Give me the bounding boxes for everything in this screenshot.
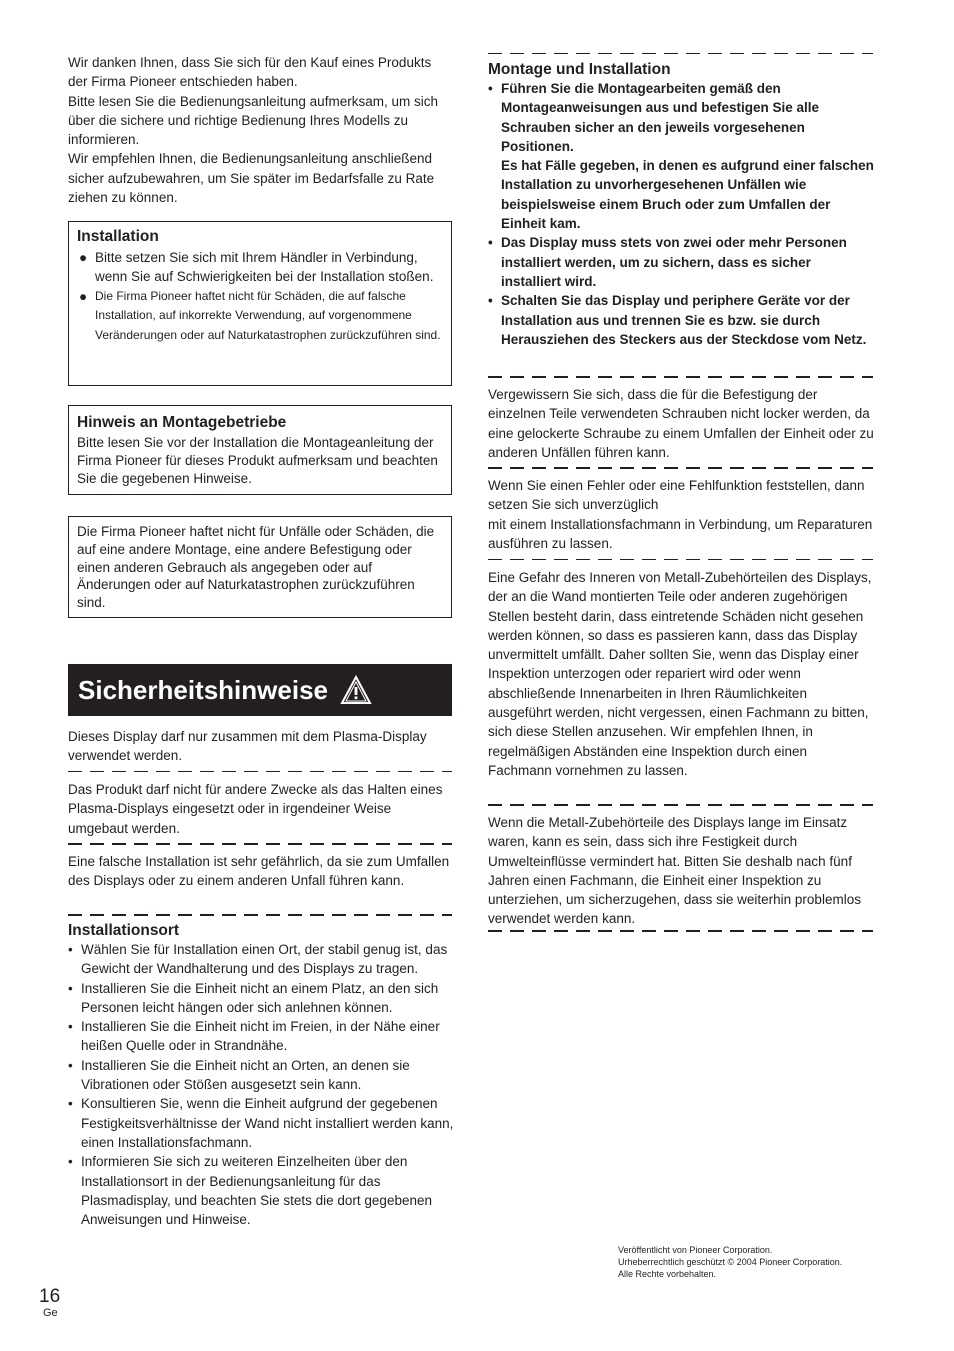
- divider: [488, 559, 873, 560]
- list-item: • Informieren Sie sich zu weiteren Einzelheiten über den Installationsort in der Bedienungsanleitung für das Plasmadisplay, und beachten Sie stets die dort gegebenen Anweisungen und Hinweise.: [68, 1152, 454, 1229]
- hinweis-title: Hinweis an Montagebetriebe: [77, 414, 287, 431]
- montage-title: Montage und Installation: [488, 61, 671, 78]
- right-paragraph: Vergewissern Sie sich, dass die für die Befestigung der einzelnen Teile verwendeten Schrauben nicht locker werden, da eine gelockerte Schraube zu einem Umfallen der Einheit oder zu anderen Unfällen führen kann.: [488, 387, 874, 460]
- safety-paragraph: Das Produkt darf nicht für andere Zwecke als das Halten eines Plasma-Displays eingesetzt oder in irgendeiner Weise umgebaut werden.: [68, 782, 443, 836]
- list-item: ● Die Firma Pioneer haftet nicht für Schäden, die auf falsche Installation, auf inkorrekte Verwendung, auf vorgenommene Veränderungen oder auf Naturkatastrophen zurückzuführen sind.: [79, 287, 443, 346]
- divider: [488, 804, 873, 806]
- list-item: • Führen Sie die Montagearbeiten gemäß den Montageanweisungen aus und befestigen Sie alle Schrauben sicher an den jeweils vorgesehenen Positionen. Es hat Fälle gegeben, in denen es aufgrund einer falschen Installation zu unvorhergesehenen Unfällen wie beispielsweise einem Bruch oder zum Umfallen der Einheit kam.: [488, 79, 874, 233]
- bullet-icon: •: [488, 81, 493, 96]
- bullet-icon: •: [68, 1019, 73, 1035]
- right-paragraph: Wenn die Metall-Zubehörteile des Displays lange im Einsatz waren, kann es sein, dass sich ihre Festigkeit durch Umwelteinflüsse vermindert hat. Bitten Sie deshalb nach fünf Jahren einen Fachmann, die Einheit einer Inspektion zu unterziehen, um sicherzugehen, dass sie weiterhin problemlos verwendet werden kann.: [488, 815, 861, 927]
- right-paragraph: Wenn Sie einen Fehler oder eine Fehlfunktion feststellen, dann setzen Sie sich unverzüglich mit einem Installationsfachmann in Verbindung, um Reparaturen ausführen zu lassen.: [488, 478, 873, 551]
- intro: [68, 53, 454, 207]
- divider: [488, 376, 873, 378]
- divider: [68, 843, 452, 845]
- installationsort-section: [68, 922, 454, 1229]
- list-item: • Installieren Sie die Einheit nicht an einem Platz, an den sich Personen leicht hängen oder sich anlehnen können.: [68, 979, 454, 1018]
- divider: [488, 467, 873, 469]
- safety-banner: [68, 664, 452, 716]
- hinweis-text: Bitte lesen Sie vor der Installation die Montageanleitung der Firma Pioneer für dieses Produkt aufmerksam und beachten Sie die gegebenen Hinweise.: [77, 435, 438, 486]
- montage-section: [488, 61, 874, 349]
- bullet-icon: •: [488, 293, 493, 309]
- safety-title: Sicherheitshinweise: [78, 674, 328, 705]
- list-item: • Konsultieren Sie, wenn die Einheit aufgrund der gegebenen Festigkeitsverhältnisse der Wand nicht installiert werden kann, einen Installationsfachmann.: [68, 1094, 454, 1152]
- intro-paragraph: Wir empfehlen Ihnen, die Bedienungsanleitung anschließend sicher aufzubewahren, um Sie später im Bedarfsfalle zu Rate ziehen zu können.: [68, 151, 435, 206]
- haftung-text: Die Firma Pioneer haftet nicht für Unfälle oder Schäden, die auf eine andere Montage, eine andere Befestigung oder einen anderen Gebrauch als angegeben oder auf Änderungen oder auf Naturkatastrophen zurückzuführen sind.: [77, 524, 435, 611]
- right-paragraph: Eine Gefahr des Inneren von Metall-Zubehörteilen des Displays, der an die Wand montierten Teile oder anderen zugehörigen Stellen besteht darin, dass eintretende Schäden nicht gesehen werden können, so dass es passieren kann, dass das Display unvermittelt umfällt. Daher sollten Sie, wenn das Display einer Inspektion unterzogen oder repariert wird oder wenn abschließende Innenarbeiten in Ihren Räumlichkeiten ausgeführt werden, nicht vergessen, einen Fachmann zu bitten, sich diese Stellen anzusehen. Wir empfehlen Ihnen, in regelmäßigen Abständen eine Inspektion durch einen Fachmann vornehmen zu lassen.: [488, 570, 872, 778]
- divider: [488, 930, 873, 932]
- list-item: • Installieren Sie die Einheit nicht im Freien, in der Nähe einer heißen Quelle oder in Strandnähe.: [68, 1017, 454, 1056]
- list-item: • Schalten Sie das Display und periphere Geräte vor der Installation aus und trennen Sie es bzw. sie durch Herausziehen des Steckers aus der Steckdose vom Netz.: [488, 291, 874, 349]
- intro-paragraph: Wir danken Ihnen, dass Sie sich für den Kauf eines Produkts der Firma Pioneer entschieden haben.: [68, 55, 432, 90]
- installationsort-title: Installationsort: [68, 922, 180, 939]
- bullet-icon: •: [68, 1096, 73, 1112]
- list-item: ● Bitte setzen Sie sich mit Ihrem Händler in Verbindung, wenn Sie auf Schwierigkeiten bei der Installation stoßen.: [79, 248, 443, 287]
- bullet-icon: •: [488, 235, 493, 251]
- language-code: Ge: [43, 1307, 58, 1319]
- bullet-icon: •: [68, 942, 73, 957]
- bullet-icon: ●: [79, 250, 88, 265]
- divider: [68, 914, 452, 916]
- bullet-icon: ●: [79, 288, 88, 304]
- intro-paragraph: Bitte lesen Sie die Bedienungsanleitung aufmerksam, um sich über die sichere und richtige Bedienung Ihres Modells zu informieren.: [68, 93, 438, 148]
- list-item: • Wählen Sie für Installation einen Ort, der stabil genug ist, das Gewicht der Wandhalterung und des Displays zu tragen.: [68, 940, 454, 979]
- divider: [68, 771, 452, 772]
- installation-title: Installation: [77, 228, 159, 245]
- divider: [488, 53, 873, 54]
- hinweis-box: [68, 405, 452, 495]
- page-number: 16: [39, 1286, 61, 1307]
- installation-box: [68, 221, 452, 386]
- bullet-icon: •: [68, 1057, 73, 1073]
- bullet-icon: •: [68, 1154, 73, 1170]
- copyright-notice: Veröffentlicht von Pioneer Corporation. Urheberrechtlich geschützt © 2004 Pioneer Corporation. Alle Rechte vorbehalten.: [618, 1245, 843, 1279]
- safety-paragraph: Eine falsche Installation ist sehr gefährlich, da sie zum Umfallen des Displays oder zu einem anderen Unfall führen kann.: [68, 854, 450, 889]
- safety-paragraph: Dieses Display darf nur zusammen mit dem Plasma-Display verwendet werden.: [68, 729, 427, 764]
- haftung-box: [68, 516, 452, 618]
- warning-icon: [340, 675, 372, 705]
- list-item: • Installieren Sie die Einheit nicht an Orten, an denen sie Vibrationen oder Stößen ausgesetzt sein kann.: [68, 1056, 454, 1095]
- list-item: • Das Display muss stets von zwei oder mehr Personen installiert werden, um zu sichern, dass es sicher installiert wird.: [488, 233, 874, 291]
- bullet-icon: •: [68, 980, 73, 996]
